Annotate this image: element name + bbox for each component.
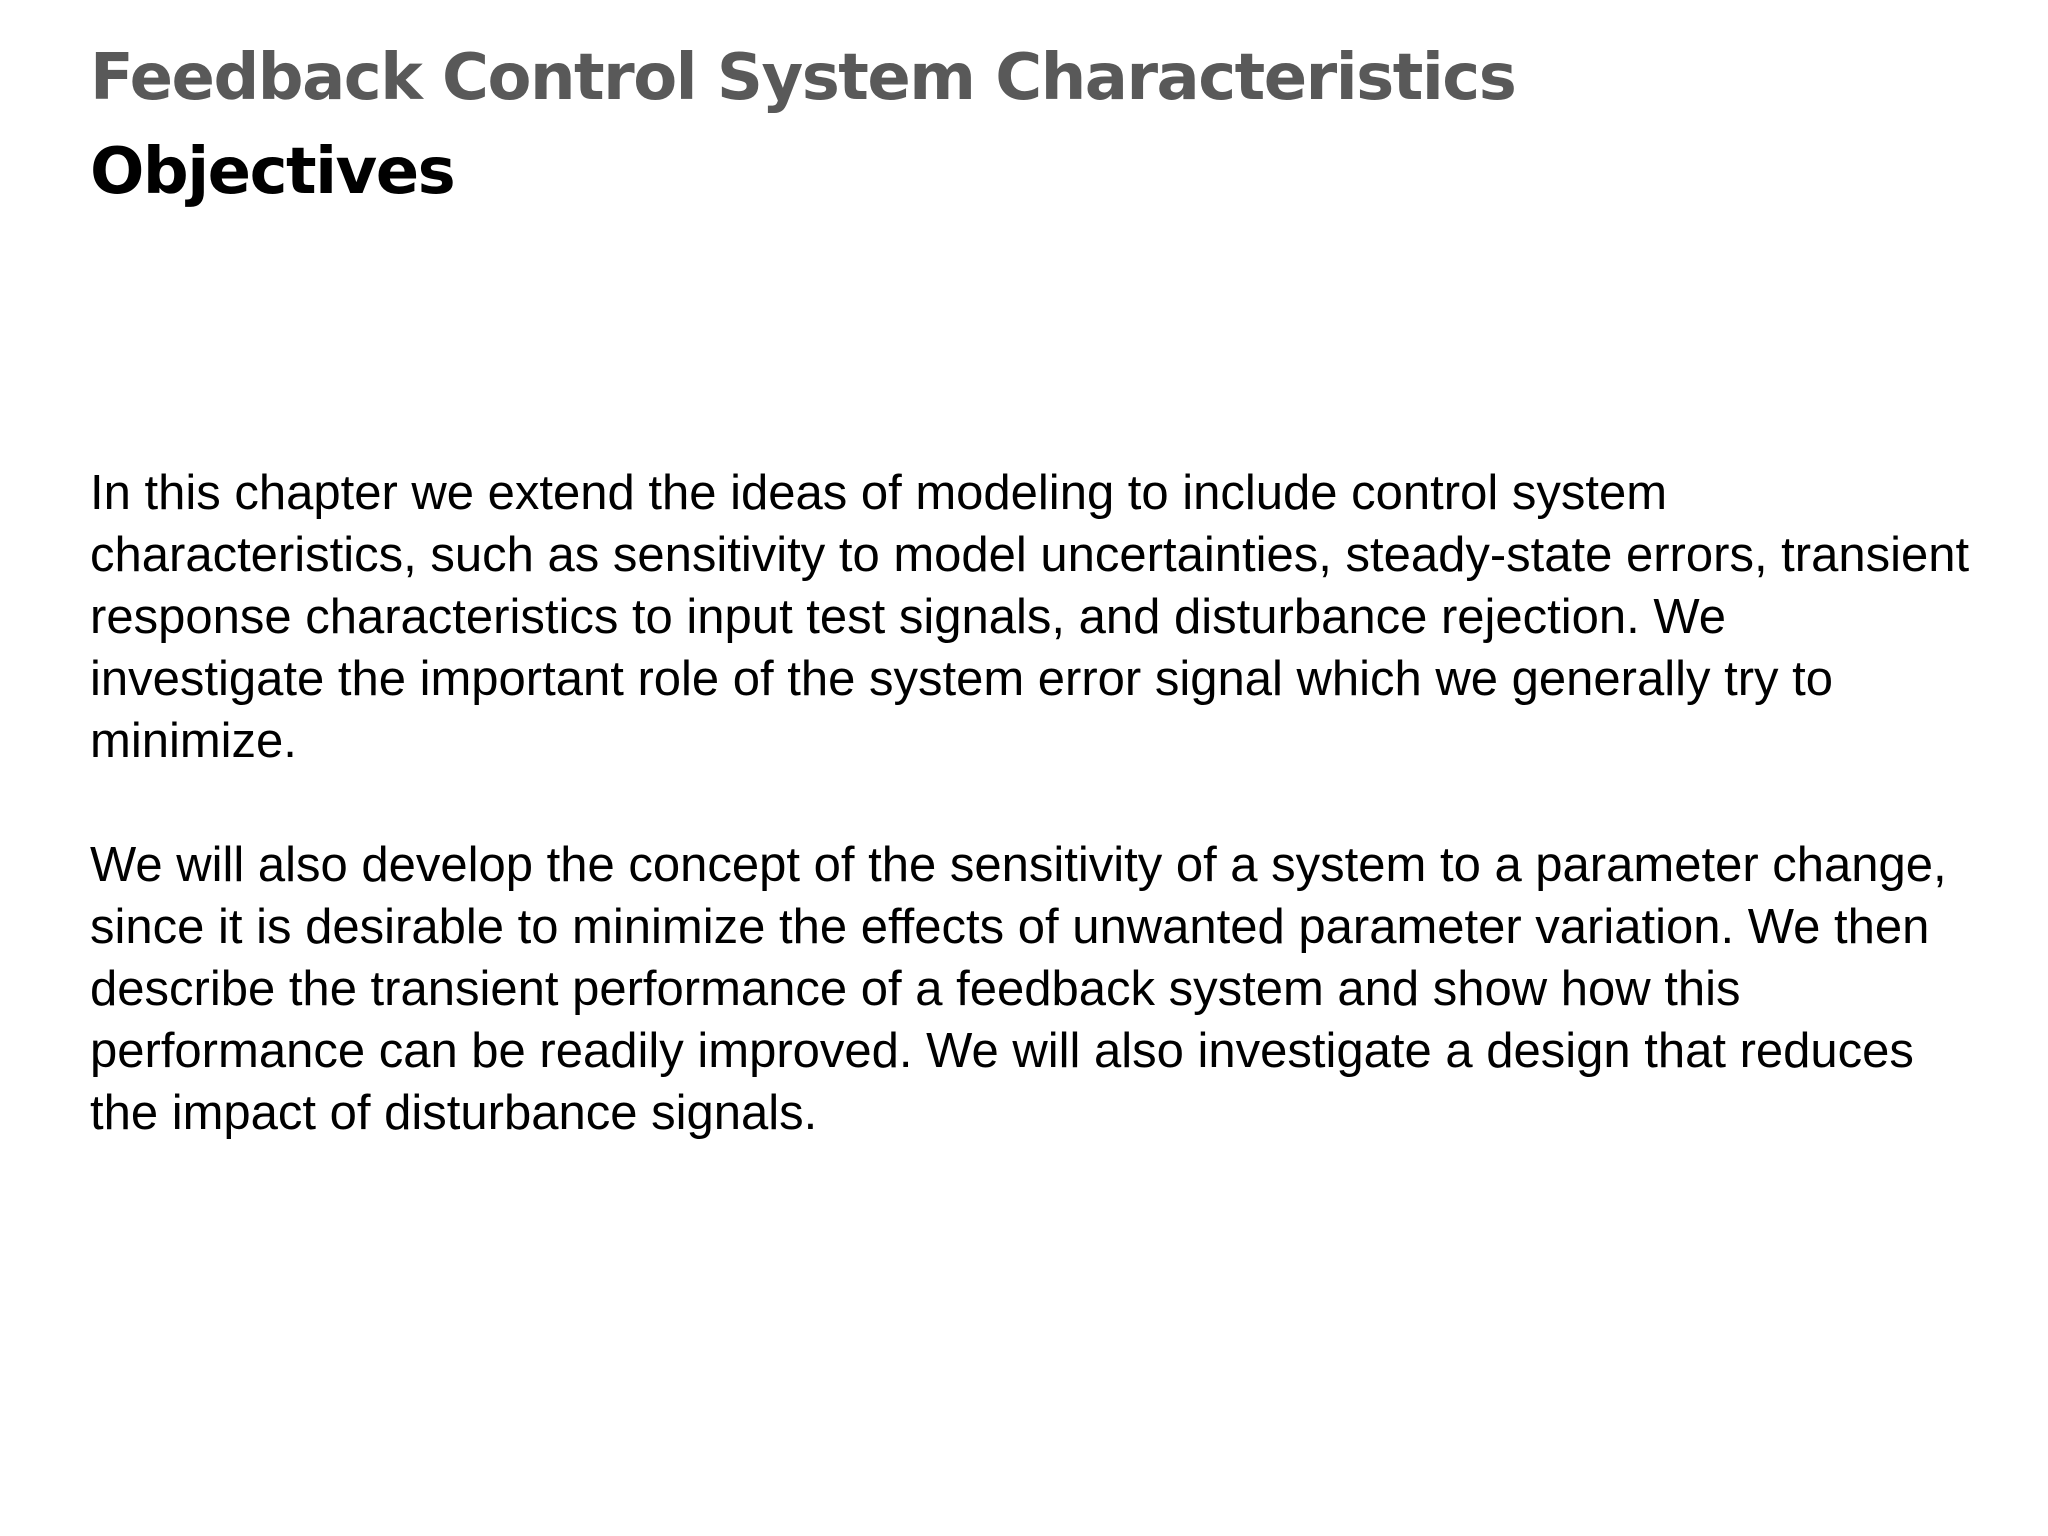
- title-block: [90, 34, 1970, 218]
- body-text: [90, 462, 1970, 1144]
- section-title: Objectives: [90, 135, 455, 209]
- course-title: Feedback Control System Characteristics: [90, 41, 1516, 115]
- paragraph-sensitivity: We will also develop the concept of the sensitivity of a system to a parameter change, since it is desirable to minimize the effects of unwanted parameter variation. We then describe the transient performance of a feedback system and show how this performance can be readily improved. We will also investigate a design that reduces the impact of disturbance signals.: [90, 838, 1947, 1140]
- paragraph-intro: In this chapter we extend the ideas of modeling to include control system characteristics, such as sensitivity to model uncertainties, steady-state errors, transient response characteristics to input test signals, and disturbance rejection. We investigate the important role of the system error signal which we generally try to minimize.: [90, 466, 1970, 768]
